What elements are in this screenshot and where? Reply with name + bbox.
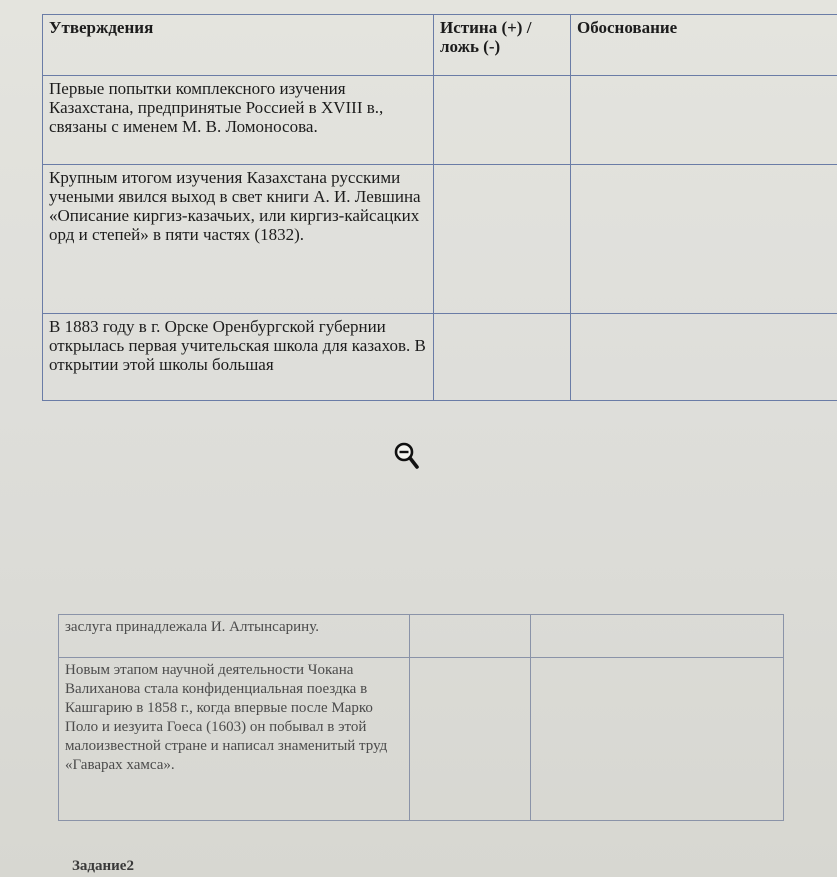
statement-cell: Новым этапом научной деятельности Чокана Валиханова стала конфиденциальная поездка в Кашгарию в 1858 г., когда впервые после Марко Поло и иезуита Гоеса (1603) он побывал в этой малоизвестной стране и написал знаменитый труд «Гаварах хамса». xyxy=(59,658,410,821)
header-justification: Обоснование xyxy=(571,15,837,76)
truth-cell[interactable] xyxy=(410,658,531,821)
statement-cell: заслуга принадлежала И. Алтынсарину. xyxy=(59,615,410,658)
table-header-row xyxy=(43,15,837,76)
zoom-out-icon[interactable] xyxy=(392,440,422,474)
truth-cell[interactable] xyxy=(434,76,571,165)
justification-cell[interactable] xyxy=(571,76,837,165)
truth-cell[interactable] xyxy=(410,615,531,658)
statement-cell: В 1883 году в г. Орске Оренбургской губернии открылась первая учительская школа для казахов. В открытии этой школы большая xyxy=(43,314,434,401)
statement-cell: Первые попытки комплексного изучения Казахстана, предпринятые Россией в XVIII в., связаны с именем М. В. Ломоносова. xyxy=(43,76,434,165)
table-row xyxy=(59,658,784,821)
truth-cell[interactable] xyxy=(434,314,571,401)
header-statements: Утверждения xyxy=(43,15,434,76)
table-row xyxy=(43,165,837,314)
justification-cell[interactable] xyxy=(571,314,837,401)
justification-cell[interactable] xyxy=(531,615,784,658)
table-row xyxy=(59,615,784,658)
statement-cell: Крупным итогом изучения Казахстана русскими учеными явился выход в свет книги А. И. Левшина «Описание киргиз-казачьих, или киргиз-кайсацких орд и степей» в пяти частях (1832). xyxy=(43,165,434,314)
header-truth: Истина (+) / ложь (-) xyxy=(434,15,571,76)
table-row xyxy=(43,314,837,401)
task-heading: Задание2 xyxy=(72,858,134,874)
statements-table-continued xyxy=(58,614,784,821)
truth-cell[interactable] xyxy=(434,165,571,314)
statements-table xyxy=(42,14,837,401)
table-row xyxy=(43,76,837,165)
justification-cell[interactable] xyxy=(571,165,837,314)
justification-cell[interactable] xyxy=(531,658,784,821)
